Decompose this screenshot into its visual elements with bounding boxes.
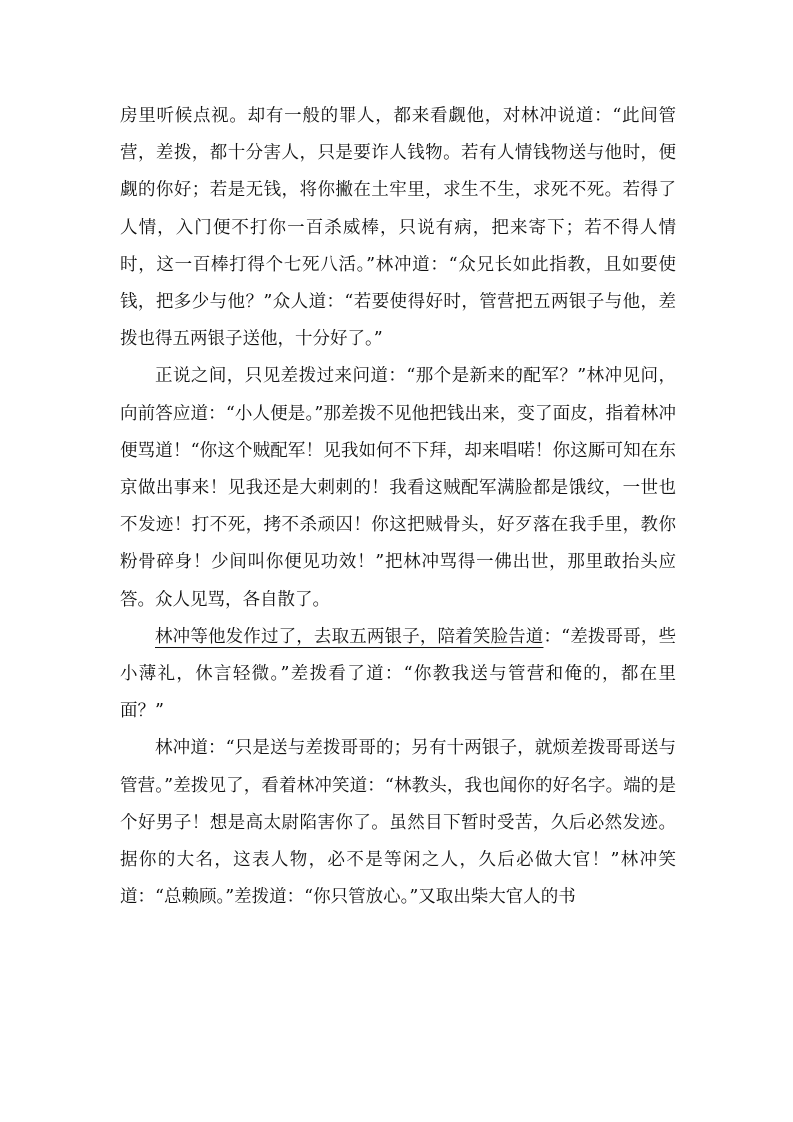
underlined-passage: 林冲等他发作过了，去取五两银子，陪着笑脸告道: [155, 626, 544, 647]
paragraph-3-rest: ：“差拨哥哥，些小薄礼，休言轻微。”差拨看了道：“你教我送与管营和俺的，都在里面？”: [120, 626, 676, 722]
paragraph-2: 正说之间，只见差拨过来问道：“那个是新来的配军？”林冲见问，向前答应道：“小人便是。”那差拨不见他把钱出来，变了面皮，指着林冲便骂道！“你这个贼配军！见我如何不下拜，却来唱喏！你这厮可知在东京做出事来！见我还是大刺刺的！我看这贼配军满脸都是饿纹，一世也不发迹！打不死，拷不杀顽囚！你这把贼骨头，好歹落在我手里，教你粉骨碎身！少间叫你便见功效！”把林冲骂得一佛出世，那里敢抬头应答。众人见骂，各自散了。: [120, 366, 676, 610]
paragraph-4: 林冲道：“只是送与差拨哥哥的；另有十两银子，就烦差拨哥哥送与管营。”差拨见了，看着林冲笑道：“林教头，我也闻你的好名字。端的是个好男子！想是高太尉陷害你了。虽然目下暂时受苦，久后必然发迹。据你的大名，这表人物，必不是等闲之人，久后必做大官！”林冲笑道：“总赖顾。”差拨道：“你只管放心。”又取出柴大官人的书: [120, 738, 676, 908]
document-body: [120, 98, 676, 916]
paragraph-3: [120, 619, 676, 731]
paragraph-1: 房里听候点视。却有一般的罪人，都来看觑他，对林冲说道：“此间管营，差拨，都十分害人，只是要诈人钱物。若有人情钱物送与他时，便觑的你好；若是无钱，将你撇在土牢里，求生不生，求死不死。若得了人情，入门便不打你一百杀威棒，只说有病，把来寄下；若不得人情时，这一百棒打得个七死八活。”林冲道：“众兄长如此指教，且如要使钱，把多少与他？”众人道：“若要使得好时，管营把五两银子与他，差拨也得五两银子送他，十分好了。”: [120, 106, 676, 350]
